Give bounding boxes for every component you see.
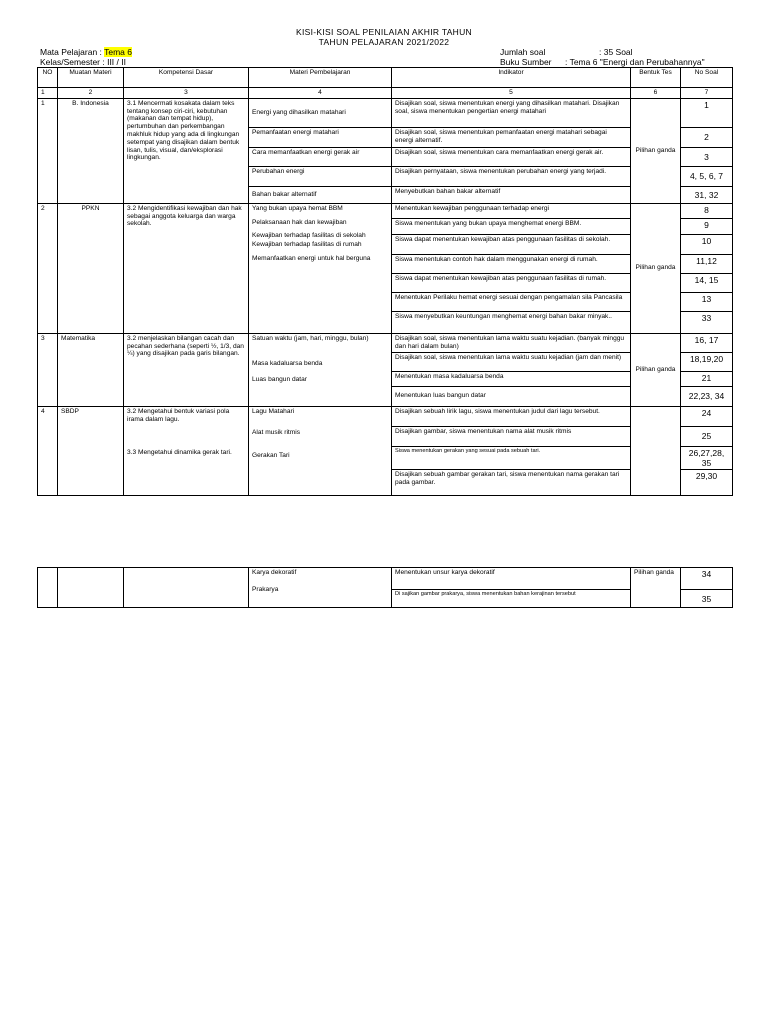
- indikator-cell: Menentukan unsur karya dekoratif: [392, 568, 631, 590]
- kisi-kisi-table: [37, 67, 733, 496]
- no-soal-cell: 35: [681, 590, 733, 608]
- source-book-value: : Tema 6 "Energi dan Perubahannya": [565, 57, 705, 67]
- header-indikator: Indikator: [392, 68, 631, 88]
- no-soal-cell: 31, 32: [681, 186, 733, 203]
- materi-item: Kewajiban terhadap fasilitas di sekolah: [252, 232, 366, 240]
- indikator-cell: Disajikan soal, siswa menentukan lama waktu suatu kejadian (jam dan menit): [392, 352, 631, 371]
- indikator-cell: Disajikan soal, siswa menentukan energi yang dihasilkan matahari. Disajikan soal, siswa menentukan pengertian energi matahari: [392, 98, 631, 127]
- muatan-cell: [58, 568, 124, 608]
- colnum-3: 3: [124, 88, 249, 99]
- header-bentuk-tes: Bentuk Tes: [631, 68, 681, 88]
- materi-item: Luas bangun datar: [252, 376, 307, 384]
- indikator-cell: Menentukan luas bangun datar: [392, 386, 631, 406]
- materi-item: Satuan waktu (jam, hari, minggu, bulan): [252, 334, 369, 342]
- materi-cell: [249, 406, 392, 495]
- no-soal-cell: 16, 17: [681, 333, 733, 352]
- school-year: TAHUN PELAJARAN 2021/2022: [318, 37, 450, 47]
- table-row: [38, 333, 733, 352]
- materi-item: Karya dekoratif: [252, 569, 297, 576]
- materi-cell: Pemanfaatan energi matahari: [249, 127, 392, 147]
- subject-label: Mata Pelajaran :: [40, 47, 102, 57]
- no-soal-cell: 33: [681, 311, 733, 333]
- indikator-cell: Siswa menentukan contoh hak dalam menggunakan energi di rumah.: [392, 254, 631, 273]
- subject-line: [40, 47, 132, 57]
- no-soal-cell: 14, 15: [681, 273, 733, 292]
- no-soal-cell: 24: [681, 406, 733, 426]
- materi-item: Pelaksanaan hak dan kewajiban: [252, 218, 347, 226]
- no-soal-cell: 29,30: [681, 469, 733, 495]
- no-soal-cell: 25: [681, 426, 733, 446]
- no-soal-cell: 26,27,28, 35: [681, 446, 733, 469]
- table-row: [38, 406, 733, 426]
- indikator-cell: Menentukan Perilaku hemat energi sesuai dengan pengamalan sila Pancasila: [392, 292, 631, 311]
- materi-item: Yang bukan upaya hemat BBM: [252, 204, 343, 212]
- materi-item: Prakarya: [252, 585, 279, 593]
- no-soal-cell: 34: [681, 568, 733, 590]
- no-soal-cell: 10: [681, 234, 733, 254]
- materi-cell: Bahan bakar alternatif: [249, 186, 392, 203]
- kompetensi-cell: [124, 406, 249, 495]
- materi-item: Masa kadaluarsa benda: [252, 359, 323, 367]
- subject-value: Tema 6: [104, 47, 132, 57]
- indikator-cell: Disajikan soal, siswa menentukan cara memanfaatkan energi gerak air.: [392, 147, 631, 166]
- no-soal-cell: 9: [681, 218, 733, 234]
- header-no: NO: [38, 68, 58, 88]
- header-no-soal: No Soal: [681, 68, 733, 88]
- kisi-kisi-table-continued: [37, 567, 733, 608]
- indikator-cell: Siswa menentukan gerakan yang sesuai pada sebuah tari.: [392, 446, 631, 469]
- no-soal-cell: 21: [681, 371, 733, 386]
- bentuk-tes-cell: [631, 406, 681, 495]
- no-soal-cell: 13: [681, 292, 733, 311]
- no-soal-cell: 4, 5, 6, 7: [681, 166, 733, 186]
- indikator-cell: Menentukan kewajiban penggunaan terhadap energi: [392, 203, 631, 218]
- indikator-cell: Disajikan gambar, siswa menentukan nama alat musik ritmis: [392, 426, 631, 446]
- row-no: 4: [38, 406, 58, 495]
- indikator-cell: Disajikan sebuah lirik lagu, siswa menentukan judul dari lagu tersebut.: [392, 406, 631, 426]
- indikator-cell: Disajikan sebuah gambar gerakan tari, siswa menentukan nama gerakan tari pada gambar.: [392, 469, 631, 495]
- indikator-cell: Menentukan masa kadaluarsa benda: [392, 371, 631, 386]
- materi-cell: [249, 203, 392, 333]
- bentuk-tes-cell: Pilihan ganda: [631, 333, 681, 406]
- muatan-cell: PPKN: [58, 203, 124, 333]
- materi-item: Lagu Matahari: [252, 407, 295, 415]
- row-no: 1: [38, 98, 58, 203]
- indikator-cell: Siswa menentukan yang bukan upaya menghemat energi BBM.: [392, 218, 631, 234]
- table-row: [38, 203, 733, 218]
- bentuk-tes-cell: Pilihan ganda: [631, 98, 681, 203]
- indikator-cell: Siswa dapat menentukan kewajiban atas penggunaan fasilitas di rumah.: [392, 273, 631, 292]
- colnum-6: 6: [631, 88, 681, 99]
- colnum-7: 7: [681, 88, 733, 99]
- no-soal-cell: 3: [681, 147, 733, 166]
- kompetensi-cell: 3.2 menjelaskan bilangan cacah dan pecahan sederhana (seperti ½, 1/3, dan ¼) yang disajikan pada garis bilangan.: [124, 333, 249, 406]
- row-no: 2: [38, 203, 58, 333]
- header-row: [38, 68, 733, 88]
- kompetensi-cell: [124, 568, 249, 608]
- materi-item: Alat musik ritmis: [252, 428, 300, 436]
- no-soal-cell: 8: [681, 203, 733, 218]
- muatan-cell: SBDP: [58, 406, 124, 495]
- kompetensi-item: 3.3 Mengetahui dinamika gerak tari.: [127, 449, 232, 457]
- table-row: [38, 98, 733, 127]
- indikator-cell: Disajikan soal, siswa menentukan lama waktu suatu kejadian. (banyak minggu dan hari dalam bulan): [392, 333, 631, 352]
- class-semester: Kelas/Semester : III / II: [40, 57, 126, 67]
- no-soal-cell: 18,19,20: [681, 352, 733, 371]
- header-muatan: Muatan Materi: [58, 68, 124, 88]
- materi-cell: Energi yang dihasilkan matahari: [249, 98, 392, 127]
- bentuk-tes-cell: Pilihan ganda: [631, 568, 681, 608]
- kompetensi-cell: 3.2 Mengidentifikasi kewajiban dan hak sebagai anggota keluarga dan warga sekolah.: [124, 203, 249, 333]
- no-soal-cell: 22,23, 34: [681, 386, 733, 406]
- colnum-2: 2: [58, 88, 124, 99]
- header-kompetensi: Kompetensi Dasar: [124, 68, 249, 88]
- muatan-cell: B. Indonesia: [58, 98, 124, 203]
- kompetensi-cell: 3.1 Mencermati kosakata dalam teks tentang konsep ciri-ciri, kebutuhan (makanan dan tempat hidup), pertumbuhan dan perkembangan makhluk hidup yang ada di lingkungan setempat yang disajikan dalam bentuk lisan, tulis, visual, dan/eksplorasi lingkungan.: [124, 98, 249, 203]
- colnum-4: 4: [249, 88, 392, 99]
- colnum-1: 1: [38, 88, 58, 99]
- materi-cell: Cara memanfaatkan energi gerak air: [249, 147, 392, 166]
- materi-item: Gerakan Tari: [252, 452, 290, 460]
- bentuk-tes-cell: Pilihan ganda: [631, 203, 681, 333]
- indikator-cell: Disajikan soal, siswa menentukan pemanfaatan energi matahari sebagai energi alternatif.: [392, 127, 631, 147]
- colnum-5: 5: [392, 88, 631, 99]
- materi-item: Kewajiban terhadap fasilitas di rumah: [252, 241, 362, 249]
- column-number-row: [38, 88, 733, 99]
- no-soal-cell: 2: [681, 127, 733, 147]
- question-count-label: Jumlah soal: [500, 47, 546, 57]
- document-title: KISI-KISI SOAL PENILAIAN AKHIR TAHUN: [296, 27, 472, 37]
- materi-cell: [249, 333, 392, 406]
- no-soal-cell: 11,12: [681, 254, 733, 273]
- indikator-cell: Di sajikan gambar prakarya, siswa menentukan bahan kerajinan tersebut: [392, 590, 631, 608]
- muatan-cell: Matematika: [58, 333, 124, 406]
- header-materi: Materi Pembelajaran: [249, 68, 392, 88]
- materi-cell: [249, 568, 392, 608]
- table-row: [38, 568, 733, 590]
- row-no: 3: [38, 333, 58, 406]
- indikator-cell: Disajikan pernyataan, siswa menentukan perubahan energi yang terjadi.: [392, 166, 631, 186]
- indikator-cell: Siswa dapat menentukan kewajiban atas penggunaan fasilitas di sekolah.: [392, 234, 631, 254]
- no-soal-cell: 1: [681, 98, 733, 127]
- materi-item: Memanfaatkan energi untuk hal berguna: [252, 254, 371, 262]
- source-book-label: Buku Sumber: [500, 57, 552, 67]
- row-no: [38, 568, 58, 608]
- indikator-cell: Siswa menyebutkan keuntungan menghemat energi bahan bakar minyak..: [392, 311, 631, 333]
- indikator-cell: Menyebutkan bahan bakar alternatif: [392, 186, 631, 203]
- question-count-value: : 35 Soal: [599, 47, 633, 57]
- kompetensi-item: 3.2 Mengetahui bentuk variasi pola irama dalam lagu.: [127, 407, 230, 423]
- materi-cell: Perubahan energi: [249, 166, 392, 186]
